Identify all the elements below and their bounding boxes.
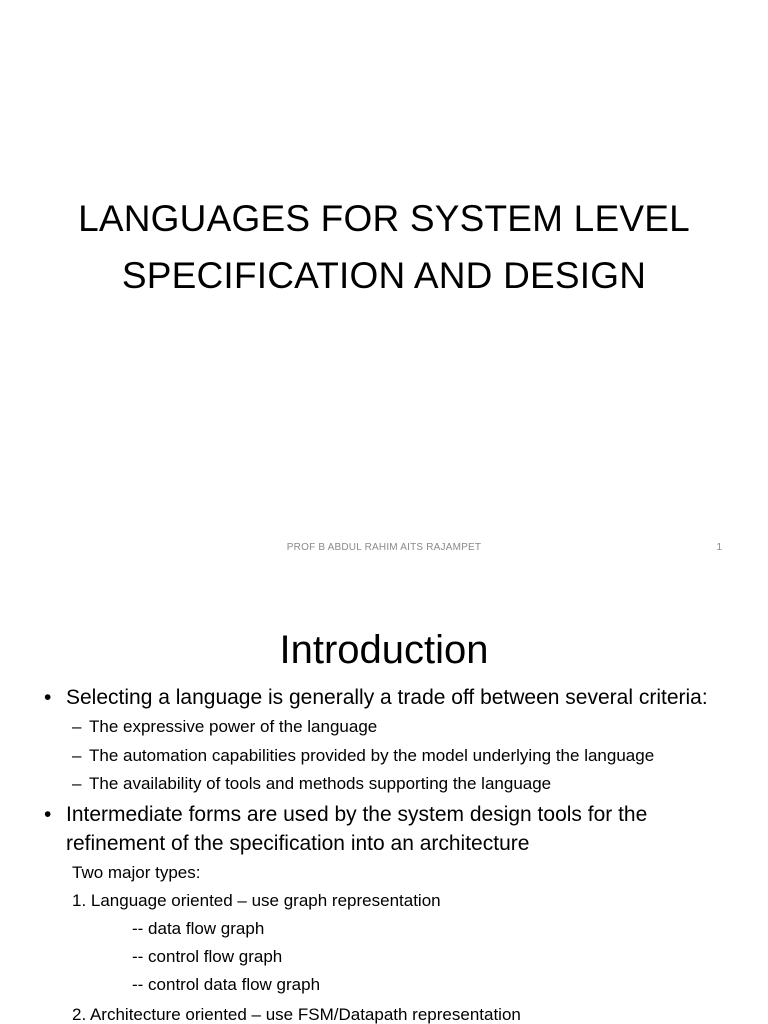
introduction-heading: Introduction: [279, 628, 489, 672]
sub-bullet-text: The expressive power of the language: [89, 717, 378, 736]
dash-icon: –: [72, 746, 82, 765]
bullet-icon: •: [44, 803, 52, 826]
bullet-text-continued: refinement of the specification into an architecture: [66, 832, 530, 855]
bullet-text: Intermediate forms are used by the system design tools for the: [66, 803, 648, 826]
sub-bullet-text: The automation capabilities provided by the model underlying the language: [89, 746, 655, 765]
dash-icon: –: [72, 717, 82, 736]
graph-type-item: -- control data flow graph: [132, 975, 321, 994]
slide-title-line-1: LANGUAGES FOR SYSTEM LEVEL: [78, 198, 690, 239]
numbered-item: 2. Architecture oriented – use FSM/Datapath representation: [72, 1005, 521, 1024]
slide-page-number: 1: [716, 542, 722, 553]
slide-footer: PROF B ABDUL RAHIM AITS RAJAMPET: [286, 542, 482, 553]
numbered-item: 1. Language oriented – use graph representation: [72, 891, 441, 910]
slide-title: [40, 190, 728, 304]
dash-icon: –: [72, 774, 82, 793]
graph-type-item: -- control flow graph: [132, 947, 283, 966]
sub-bullet-text: The availability of tools and methods supporting the language: [89, 774, 552, 793]
types-heading: Two major types:: [72, 863, 201, 882]
bullet-icon: •: [44, 686, 52, 709]
slide-title-line-2: SPECIFICATION AND DESIGN: [121, 255, 647, 296]
graph-type-item: -- data flow graph: [132, 919, 265, 938]
introduction-slide: [0, 576, 768, 1024]
bullet-text: Selecting a language is generally a trade off between several criteria:: [66, 686, 708, 709]
